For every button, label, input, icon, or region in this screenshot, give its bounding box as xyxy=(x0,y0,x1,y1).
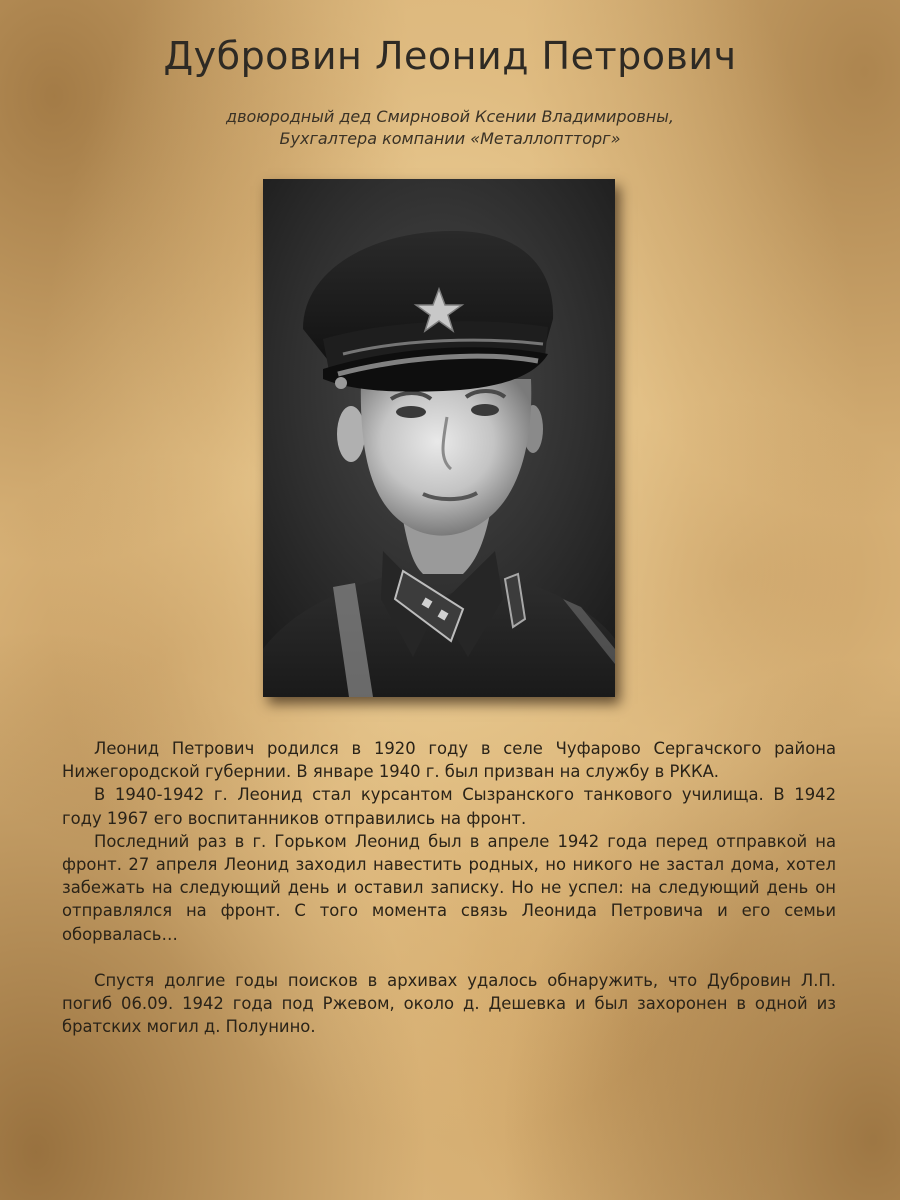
biography-paragraph: В 1940-1942 г. Леонид стал курсантом Сызранского танкового училища. В 1942 году 1967 его воспитанников отправились на фронт. xyxy=(62,785,836,828)
subtitle-line-2: Бухгалтера компании «Металлоптторг» xyxy=(279,129,621,148)
biography-paragraph: Последний раз в г. Горьком Леонид был в апреле 1942 года перед отправкой на фронт. 27 апреля Леонид заходил навестить родных, но никого не застал дома, хотел забежать на следующий день и оставил записку. Но не успел: на следующий день он отправлялся на фронт. С того момента связь Леонида Петровича и его семьи оборвалась… xyxy=(62,831,836,944)
portrait-photo xyxy=(263,179,615,697)
subtitle-line-1: двоюродный дед Смирновой Ксении Владимировны, xyxy=(226,107,674,126)
biography-text xyxy=(62,737,836,1038)
page-title: Дубровин Леонид Петрович xyxy=(163,34,737,78)
biography-paragraph: Леонид Петрович родился в 1920 году в селе Чуфарово Сергачского района Нижегородской губернии. В январе 1940 г. был призван на службу в РККА. xyxy=(62,739,836,782)
biography-paragraph: Спустя долгие годы поисков в архивах удалось обнаружить, что Дубровин Л.П. погиб 06.09. 1942 года под Ржевом, около д. Дешевка и был захоронен в одной из братских могил д. Полунино. xyxy=(62,970,836,1037)
subtitle xyxy=(0,106,900,150)
